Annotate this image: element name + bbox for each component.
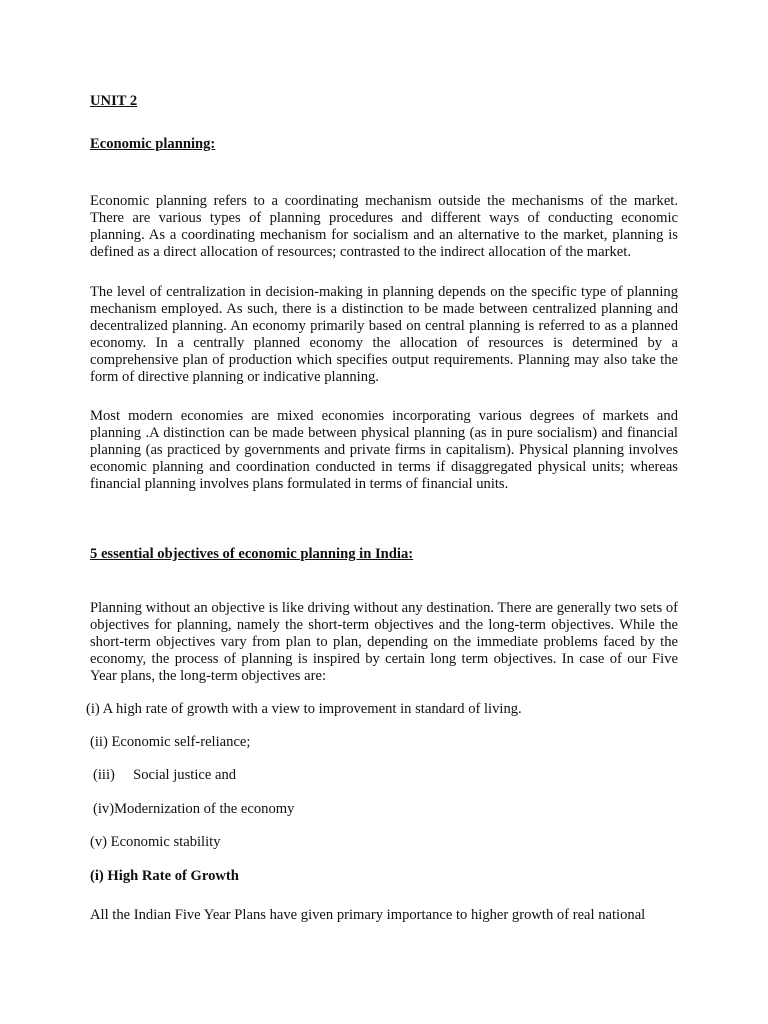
subheading-high-rate-of-growth: (i) High Rate of Growth: [90, 868, 239, 884]
paragraph-definition: Economic planning refers to a coordinating mechanism outside the mechanisms of the market. There are various types of planning procedures and different ways of conducting economic planning. As a coordinating mechanism for socialism and an alternative to the market, planning is defined as a direct allocation of resources; contrasted to the indirect allocation of the market.: [90, 193, 678, 260]
unit-heading: UNIT 2: [90, 93, 138, 109]
objectives-heading: 5 essential objectives of economic planning in India:: [90, 546, 414, 562]
objective-item-5: (v) Economic stability: [90, 834, 221, 850]
objective-item-2: (ii) Economic self-reliance;: [90, 734, 251, 750]
objective-item-4: (iv)Modernization of the economy: [93, 801, 295, 817]
section-heading: Economic planning:: [90, 136, 216, 152]
paragraph-centralization: The level of centralization in decision-making in planning depends on the specific type of planning mechanism employed. As such, there is a distinction to be made between centralized planning and decentralized planning. An economy primarily based on central planning is referred to as a planned economy. In a centrally planned economy the allocation of resources is determined by a comprehensive plan of production which specifies output requirements. Planning may also take the form of directive planning or indicative planning.: [90, 284, 678, 385]
paragraph-five-year-plans: All the Indian Five Year Plans have given primary importance to higher growth of real national: [90, 907, 646, 923]
paragraph-mixed-economies: Most modern economies are mixed economies incorporating various degrees of markets and planning .A distinction can be made between physical planning (as in pure socialism) and financial planning (as practiced by governments and private firms in capitalism). Physical planning involves economic planning and coordination conducted in terms if disaggregated physical units; whereas financial planning involves plans formulated in terms of financial units.: [90, 408, 678, 492]
objective-item-1: (i) A high rate of growth with a view to improvement in standard of living.: [86, 701, 522, 717]
objective-item-3: (iii) Social justice and: [93, 767, 237, 783]
objectives-intro: Planning without an objective is like driving without any destination. There are generally two sets of objectives for planning, namely the short-term objectives and the long-term objectives. While the short-term objectives vary from plan to plan, depending on the immediate problems faced by the economy, the process of planning is inspired by certain long term objectives. In case of our Five Year plans, the long-term objectives are:: [90, 600, 678, 684]
